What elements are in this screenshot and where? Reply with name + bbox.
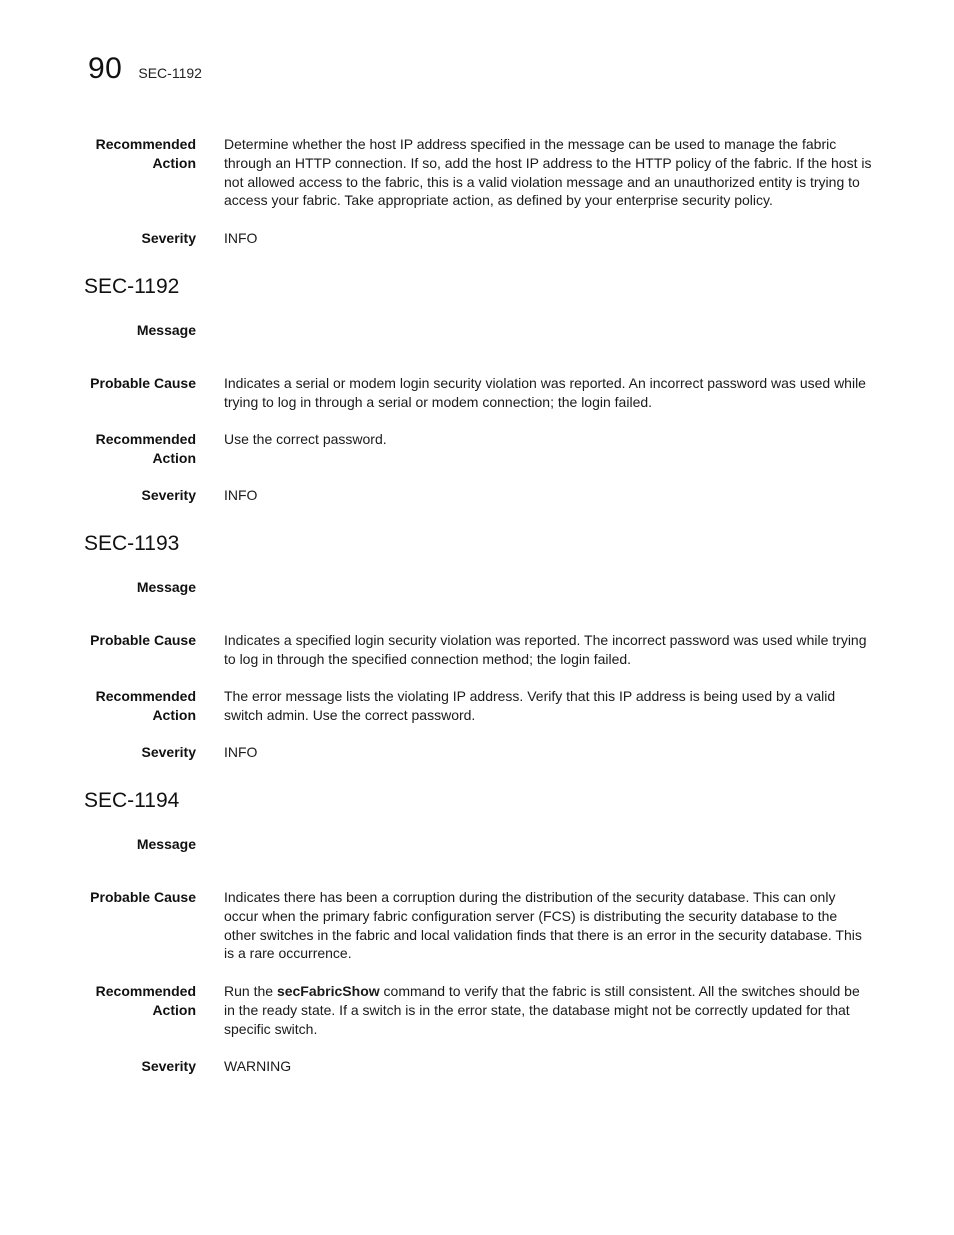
recommended-action-label: Recommended Action [95, 431, 196, 466]
recommended-action-text: Use the correct password. [224, 431, 387, 447]
chapter-number: 90 [88, 52, 123, 85]
probable-cause-text: Indicates a serial or modem login security violation was reported. An incorrect password was used while trying to log in through a serial or modem connection; the login failed. [224, 375, 866, 410]
probable-cause-label: Probable Cause [90, 889, 196, 905]
severity-value: WARNING [224, 1058, 292, 1074]
severity-label: Severity [141, 1058, 196, 1074]
command-name: secFabricShow [276, 983, 380, 999]
severity-value: INFO [224, 744, 258, 760]
probable-cause-label: Probable Cause [90, 632, 196, 648]
page-header [88, 52, 202, 92]
severity-label: Severity [141, 487, 196, 503]
severity-label: Severity [141, 230, 196, 246]
recommended-action-label: Recommended Action [95, 688, 196, 723]
severity-label: Severity [141, 744, 196, 760]
recommended-action-text: Determine whether the host IP address specified in the message can be used to manage the fabric through an HTTP connection. If so, add the host IP address to the HTTP policy of the fabric. If the host is not allowed access to the fabric, this is a valid violation message and an unauthorized entity is trying to access your fabric. Take appropriate action, as defined by your enterprise security policy. [224, 136, 872, 209]
probable-cause-text: Indicates there has been a corruption during the distribution of the security database. This can only occur when the primary fabric configuration server (FCS) is distributing the security database to the other switches in the fabric and local validation finds that there is an error in the security database. This is a rare occurrence. [224, 889, 862, 962]
recommended-action-label: Recommended Action [95, 983, 196, 1018]
severity-value: INFO [224, 230, 258, 246]
message-label: Message [136, 322, 196, 338]
recommended-action-text: Run the secFabricShow command to verify that the fabric is still consistent. All the switches should be in the ready state. If a switch is in the error state, the database might not be correctly updated for that specific switch. [224, 983, 860, 1037]
probable-cause-text: Indicates a specified login security violation was reported. The incorrect password was used while trying to log in through the specified connection method; the login failed. [224, 632, 867, 667]
message-label: Message [136, 579, 196, 595]
section-title-sec-1193: SEC-1193 [84, 532, 180, 555]
recommended-action-label: Recommended Action [95, 136, 196, 171]
recommended-action-text: The error message lists the violating IP address. Verify that this IP address is being used by a valid switch admin. Use the correct password. [224, 688, 836, 723]
probable-cause-label: Probable Cause [90, 375, 196, 391]
running-title: SEC-1192 [138, 65, 202, 81]
section-title-sec-1192: SEC-1192 [84, 275, 180, 298]
severity-value: INFO [224, 487, 258, 503]
message-label: Message [136, 836, 196, 852]
section-title-sec-1194: SEC-1194 [84, 789, 180, 812]
